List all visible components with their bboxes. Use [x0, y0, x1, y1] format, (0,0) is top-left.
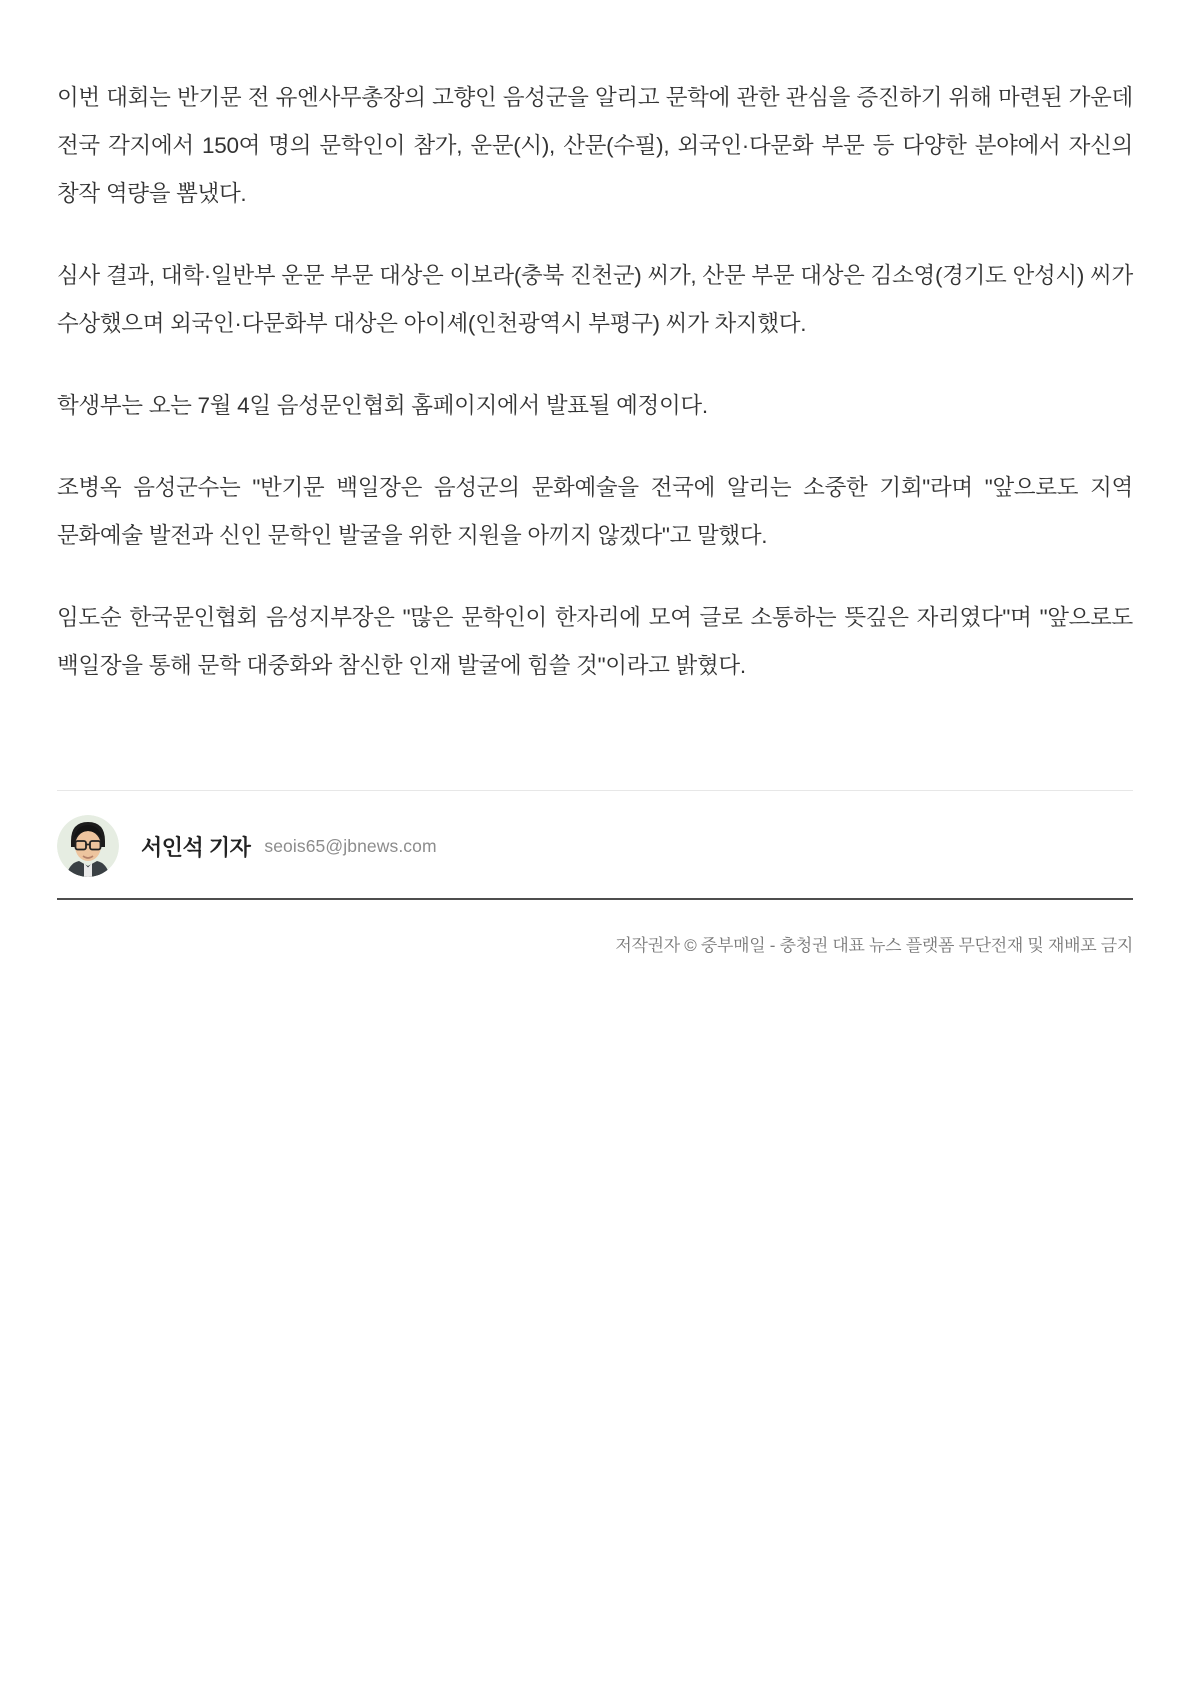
- article-paragraph: 학생부는 오는 7월 4일 음성문인협회 홈페이지에서 발표될 예정이다.: [57, 393, 708, 418]
- copyright-notice: 저작권자 © 중부매일 - 충청권 대표 뉴스 플랫폼 무단전재 및 재배포 금지: [615, 936, 1133, 955]
- article-paragraph: 조병옥 음성군수는 "반기문 백일장은 음성군의 문화예술을 전국에 알리는 소중한 기회"라며 "앞으로도 지역 문화예술 발전과 신인 문학인 발굴을 위한 지원을 아끼지 않겠다"고 말했다.: [57, 475, 1133, 548]
- reporter-photo: [57, 815, 119, 877]
- article-paragraph: 임도순 한국문인협회 음성지부장은 "많은 문학인이 한자리에 모여 글로 소통하는 뜻깊은 자리였다"며 "앞으로도 백일장을 통해 문학 대중화와 참신한 인재 발굴에 힘쓸 것"이라고 밝혔다.: [57, 605, 1133, 678]
- byline-top-divider: [57, 790, 1133, 791]
- article-paragraph: 이번 대회는 반기문 전 유엔사무총장의 고향인 음성군을 알리고 문학에 관한 관심을 증진하기 위해 마련된 가운데 전국 각지에서 150여 명의 문학인이 참가, 운문(시), 산문(수필), 외국인·다문화 부문 등 다양한 분야에서 자신의 창작 역량을 뽐냈다.: [57, 85, 1133, 206]
- reporter-byline[interactable]: [57, 815, 1133, 877]
- article-paragraph: 심사 결과, 대학·일반부 운문 부문 대상은 이보라(충북 진천군) 씨가, 산문 부문 대상은 김소영(경기도 안성시) 씨가 수상했으며 외국인·다문화부 대상은 아이셰(인천광역시 부평구) 씨가 차지했다.: [57, 263, 1133, 336]
- footer-divider: [57, 898, 1133, 900]
- reporter-name[interactable]: 서인석 기자: [141, 834, 251, 860]
- article-page: [57, 0, 1133, 956]
- article-body: [57, 74, 1133, 690]
- reporter-email[interactable]: seois65@jbnews.com: [264, 835, 437, 856]
- reporter-avatar[interactable]: [57, 815, 119, 877]
